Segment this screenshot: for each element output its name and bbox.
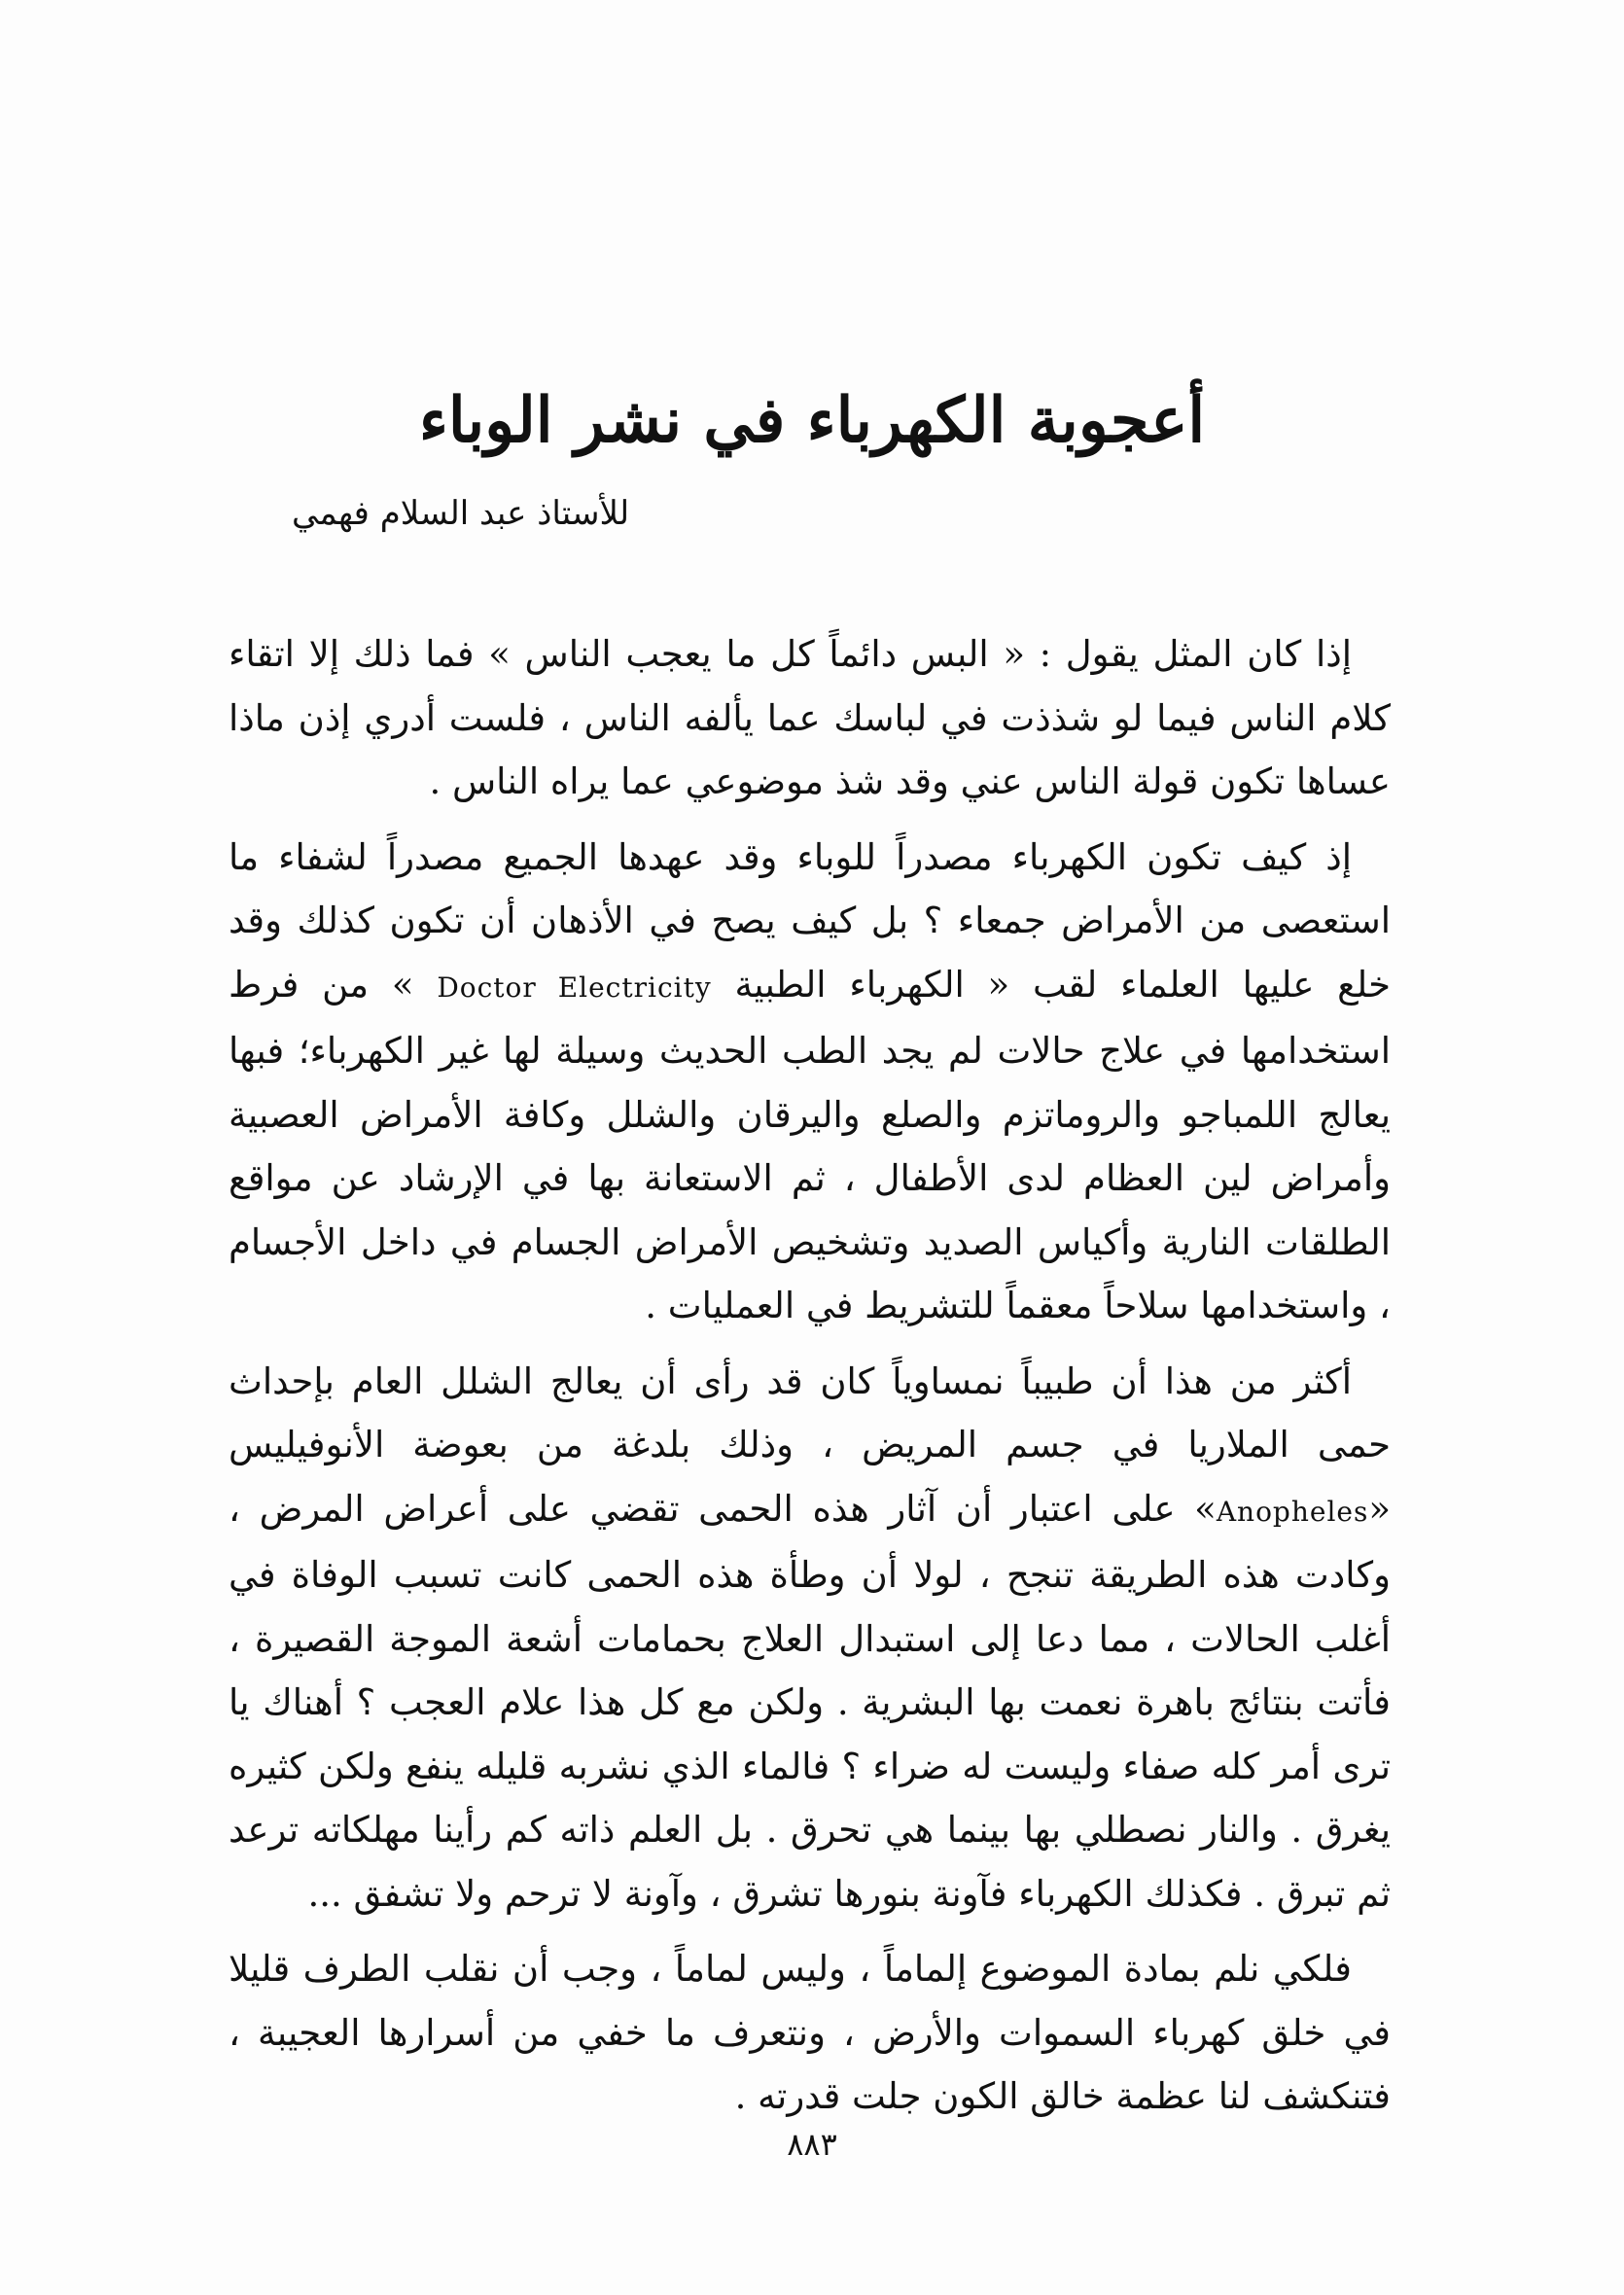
paragraph-text: إذا كان المثل يقول : « البس دائماً كل ما يعجب الناس » فما ذلك إلا اتقاء كلام الناس فيما لو شذذت في لباسك عما يألفه الناس ، فلست أدري إذن ماذا عساها تكون قولة الناس عني وقد شذ موضوعي عما يراه الناس . (229, 633, 1391, 802)
paragraph-text: » على اعتبار أن آثار هذه الحمى تقضي على أعراض المرض ، وكادت هذه الطريقة تنجح ، لولا أن وطأة هذه الحمى كانت تسبب الوفاة في أغلب الحالات ، مما دعا إلى استبدال العلاج بحمامات أشعة الموجة القصيرة ، فأتت بنتائج باهرة نعمت بها البشرية . ولكن مع كل هذا علام العجب ؟ أهناك يا ترى أمر كله صفاء وليست له ضراء ؟ فالماء الذي نشربه قليله ينفع ولكن كثيره يغرق . والنار نصطلي بها بينما هي تحرق . بل العلم ذاته كم رأينا مهلكاته ترعد ثم تبرق . فكذلك الكهرباء فآونة بنورها تشرق ، وآونة لا ترحم ولا تشفق ... (229, 1487, 1391, 1915)
latin-term: Anopheles (1216, 1495, 1369, 1528)
paragraph-text: إذ كيف تكون الكهرباء مصدراً للوباء وقد عهدها الجميع مصدراً لشفاء ما استعصى من الأمراض جمعاء ؟ بل كيف يصح في الأذهان أن تكون كذلك وقد خلع عليها العلماء لقب « الكهرباء الطبية (229, 835, 1391, 1006)
paragraph-4 (229, 1937, 1391, 2129)
paragraph-2 (229, 826, 1391, 1338)
paragraph-text: أكثر من هذا أن طبيباً نمساوياً كان قد رأى أن يعالج الشلل العام بإحداث حمى الملاريا في جسم المريض ، وذلك بلدغة من بعوضة الأنوفيليس « (229, 1359, 1391, 1530)
latin-term: Doctor Electricity (437, 971, 712, 1004)
paragraph-3 (229, 1350, 1391, 1926)
paragraph-1 (229, 622, 1391, 814)
paragraph-text: » من فرط استخدامها في علاج حالات لم يجد الطب الحديث وسيلة لها غير الكهرباء؛ فبها يعالج اللمباجو والروماتزم والصلع واليرقان والشلل وكافة الأمراض العصبية وأمراض لين العظام لدى الأطفال ، ثم الاستعانة بها في الإرشاد عن مواقع الطلقات النارية وأكياس الصديد وتشخيص الأمراض الجسام في داخل الأجسام ، واستخدامها سلاحاً معقماً للتشريط في العمليات . (229, 963, 1391, 1326)
paragraph-text: فلكي نلم بمادة الموضوع إلماماً ، وليس لماماً ، وجب أن نقلب الطرف قليلا في خلق كهرباء السموات والأرض ، ونتعرف ما خفي من أسرارها العجيبة ، فتنكشف لنا عظمة خالق الكون جلت قدرته . (229, 1948, 1391, 2117)
article-author: للأستاذ عبد السلام فهمي (292, 494, 630, 533)
page-number: ٨٨٣ (787, 2126, 837, 2163)
article-body (229, 622, 1391, 2140)
article-title: أعجوبة الكهرباء في نشر الوباء (418, 384, 1206, 457)
